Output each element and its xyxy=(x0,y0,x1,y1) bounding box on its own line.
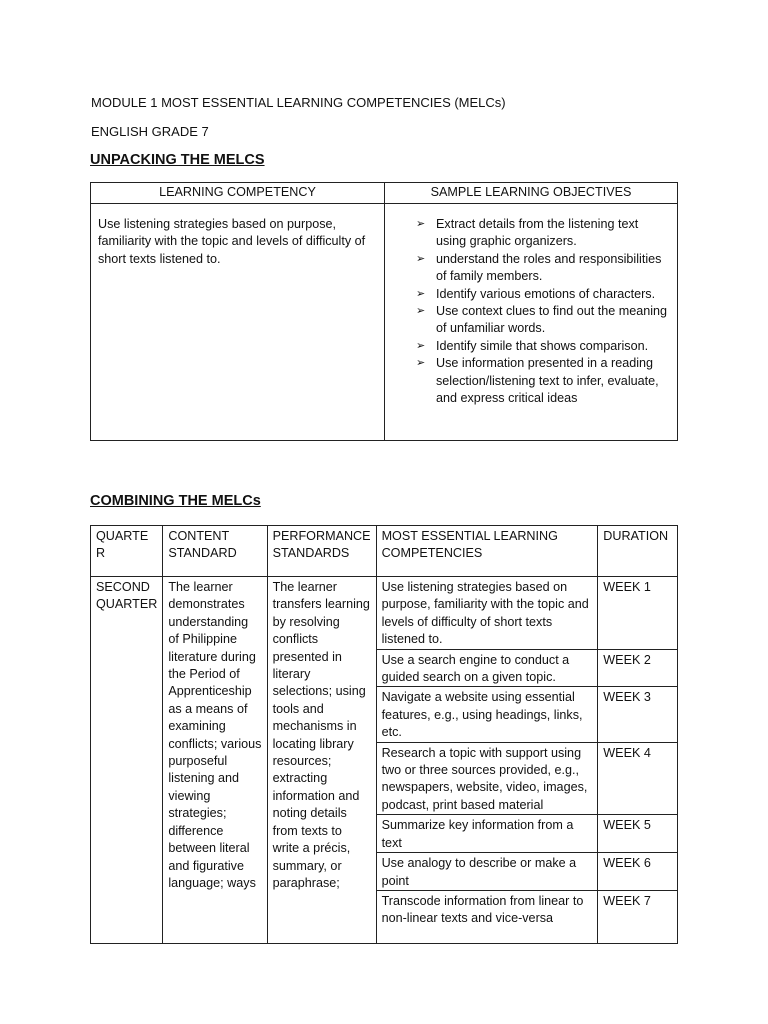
objectives-list xyxy=(392,216,671,407)
content-standard-cell: The learner demonstrates understanding of Philippine literature during the Period of Apprenticeship as a means of examining conflicts; various purposeful listening and viewing strategies; difference between literal and figurative language; ways xyxy=(163,577,267,944)
melc-cell: Use analogy to describe or make a point xyxy=(376,853,598,891)
melc-cell: Transcode information from linear to non-linear texts and vice-versa xyxy=(376,890,598,943)
melc-cell: Use listening strategies based on purpose, familiarity with the topic and levels of difficulty of short texts listened to. xyxy=(376,577,598,650)
objective-item: ➢ Identify various emotions of characters. xyxy=(416,286,671,303)
objective-item: ➢ Use context clues to find out the meaning of unfamiliar words. xyxy=(416,303,671,338)
col-melcs: MOST ESSENTIAL LEARNING COMPETENCIES xyxy=(376,526,598,577)
duration-cell: WEEK 4 xyxy=(598,742,678,815)
duration-cell: WEEK 6 xyxy=(598,853,678,891)
combining-table xyxy=(90,525,678,944)
col-performance-standards: PERFORMANCE STANDARDS xyxy=(267,526,376,577)
duration-cell: WEEK 1 xyxy=(598,577,678,650)
objective-item: ➢ Identify simile that shows comparison. xyxy=(416,338,671,355)
performance-standard-cell: The learner transfers learning by resolving conflicts presented in literary selections; using tools and mechanisms in locating library resources; extracting information and noting details from texts to write a précis, summary, or paraphrase; xyxy=(267,577,376,944)
grade-title: ENGLISH GRADE 7 xyxy=(91,124,209,139)
duration-cell: WEEK 7 xyxy=(598,890,678,943)
col-sample-objectives: SAMPLE LEARNING OBJECTIVES xyxy=(385,183,678,204)
col-quarter: QUARTE R xyxy=(91,526,163,577)
objective-item: ➢ understand the roles and responsibilities of family members. xyxy=(416,251,671,286)
duration-cell: WEEK 2 xyxy=(598,649,678,687)
melc-cell: Navigate a website using essential features, e.g., using headings, links, etc. xyxy=(376,687,598,742)
col-content-standard: CONTENT STANDARD xyxy=(163,526,267,577)
competency-cell: Use listening strategies based on purpose, familiarity with the topic and levels of difficulty of short texts listened to. xyxy=(91,204,385,441)
objective-item: ➢ Extract details from the listening text using graphic organizers. xyxy=(416,216,671,251)
module-title: MODULE 1 MOST ESSENTIAL LEARNING COMPETENCIES (MELCs) xyxy=(91,95,506,110)
quarter-cell: SECOND QUARTER xyxy=(91,577,163,944)
col-duration: DURATION xyxy=(598,526,678,577)
unpacking-table xyxy=(90,182,678,441)
col-learning-competency: LEARNING COMPETENCY xyxy=(91,183,385,204)
unpacking-heading: UNPACKING THE MELCS xyxy=(90,152,265,168)
combining-heading: COMBINING THE MELCs xyxy=(90,493,261,509)
melc-cell: Use a search engine to conduct a guided search on a given topic. xyxy=(376,649,598,687)
melc-cell: Research a topic with support using two or three sources provided, e.g., newspapers, website, video, images, podcast, print based material xyxy=(376,742,598,815)
duration-cell: WEEK 3 xyxy=(598,687,678,742)
melc-cell: Summarize key information from a text xyxy=(376,815,598,853)
duration-cell: WEEK 5 xyxy=(598,815,678,853)
objective-item: ➢ Use information presented in a reading selection/listening text to infer, evaluate, and express critical ideas xyxy=(416,355,671,407)
objectives-cell xyxy=(385,204,678,441)
